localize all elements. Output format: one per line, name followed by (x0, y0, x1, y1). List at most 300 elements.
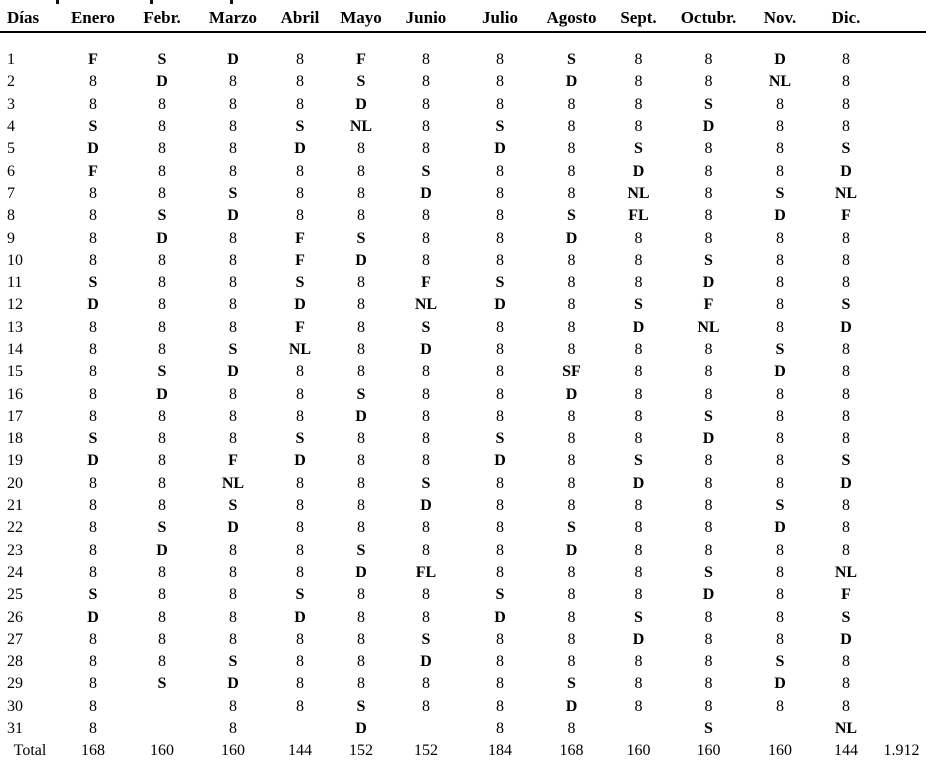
shift-cell: 8 (229, 73, 237, 91)
grand-total-cell-empty (877, 183, 926, 205)
shift-cell: 8 (229, 95, 237, 113)
day-number: 7 (7, 184, 15, 202)
shift-cell: 8 (704, 385, 713, 403)
day-number: 3 (7, 95, 15, 113)
shift-cell: D (702, 430, 715, 448)
shift-cell: 8 (422, 586, 430, 604)
shift-cell: D (840, 630, 852, 648)
month-total: 160 (626, 742, 651, 760)
shift-cell: 8 (229, 430, 237, 448)
shift-cell: D (156, 73, 168, 91)
shift-cell: 8 (704, 519, 713, 537)
shift-cell: 8 (422, 51, 430, 69)
shift-cell: 8 (704, 675, 713, 693)
shift-cell: D (632, 318, 645, 336)
shift-cell: 8 (704, 140, 713, 158)
shift-cell: D (565, 385, 578, 403)
shift-cell: SF (562, 363, 581, 381)
shift-cell: 8 (634, 430, 643, 448)
shift-cell: 8 (567, 251, 576, 269)
shift-cell: 8 (158, 118, 166, 136)
grand-total-cell-empty (877, 718, 926, 740)
month-header: Junio (390, 5, 462, 32)
shift-cell: 8 (776, 296, 784, 314)
table-row (0, 116, 926, 138)
grand-total: 1.912 (883, 742, 920, 760)
shift-cell: 8 (496, 697, 504, 715)
shift-cell: D (355, 720, 367, 738)
grand-total-cell-empty (877, 339, 926, 361)
grand-total-cell-empty (877, 495, 926, 517)
shift-cell: 8 (634, 363, 643, 381)
shift-cell: 8 (634, 497, 643, 515)
shift-cell: 8 (567, 653, 576, 671)
shift-cell: 8 (357, 341, 365, 358)
month-total: 160 (696, 742, 721, 760)
shift-cell: 8 (229, 251, 237, 269)
shift-cell: 8 (634, 251, 643, 269)
shift-cell: 8 (567, 95, 576, 113)
shift-cell: NL (627, 184, 650, 202)
shift-cell: 8 (704, 162, 713, 180)
grand-total-cell-empty (877, 517, 926, 539)
shift-cell: 8 (496, 363, 504, 381)
shift-cell: 8 (158, 341, 166, 358)
work-shift-calendar-table (0, 5, 926, 763)
shift-cell: 8 (776, 162, 784, 180)
shift-cell: 8 (496, 162, 504, 180)
shift-cell: 8 (704, 697, 713, 715)
shift-cell: 8 (422, 697, 430, 715)
shift-cell: D (702, 118, 715, 136)
grand-total-cell-empty (877, 540, 926, 562)
day-number: 26 (7, 608, 23, 626)
grand-total-cell-empty (877, 696, 926, 718)
shift-cell: 8 (357, 474, 365, 492)
shift-cell (126, 696, 198, 718)
shift-cell: S (421, 474, 431, 492)
day-number: 4 (7, 118, 15, 136)
shift-cell: D (632, 162, 645, 180)
grand-total-cell-empty (877, 406, 926, 428)
table-row (0, 317, 926, 339)
shift-cell: NL (768, 73, 792, 91)
shift-cell: 8 (229, 608, 237, 626)
shift-cell: D (565, 697, 578, 715)
shift-cell (126, 718, 198, 740)
shift-cell: S (295, 430, 305, 448)
shift-cell: 8 (422, 207, 430, 225)
table-row (0, 517, 926, 539)
table-row (0, 428, 926, 450)
day-number: 18 (7, 430, 23, 448)
grand-total-cell-empty (877, 606, 926, 628)
shift-cell: S (356, 73, 366, 91)
shift-cell: S (495, 274, 505, 292)
shift-cell: 8 (422, 608, 430, 626)
shift-cell: 8 (776, 274, 784, 292)
shift-cell: D (702, 586, 715, 604)
shift-cell: D (87, 608, 99, 626)
shift-cell: 8 (357, 519, 365, 537)
shift-cell (605, 718, 672, 740)
day-number: 8 (7, 207, 15, 225)
shift-cell: 8 (776, 318, 784, 336)
table-row (0, 272, 926, 294)
shift-cell: 8 (229, 296, 237, 314)
shift-cell: 8 (296, 474, 304, 492)
shift-cell: 8 (422, 519, 430, 537)
month-total: 168 (559, 742, 584, 760)
shift-cell: F (295, 251, 305, 269)
shift-cell: 8 (567, 318, 576, 336)
shift-cell: 8 (634, 51, 643, 69)
shift-cell: NL (697, 318, 720, 336)
shift-cell: S (841, 296, 851, 314)
shift-cell: 8 (158, 140, 166, 158)
day-number: 27 (7, 630, 23, 648)
shift-cell: 8 (229, 274, 237, 292)
month-total: 160 (221, 742, 245, 760)
month-total: 144 (288, 742, 312, 760)
shift-cell: 8 (357, 363, 365, 381)
month-header: Enero (60, 5, 126, 32)
header-row (0, 5, 926, 32)
shift-cell: 8 (357, 430, 365, 448)
shift-cell: 8 (422, 407, 430, 425)
shift-cell: D (774, 519, 786, 537)
month-header: Marzo (198, 5, 268, 32)
shift-cell: D (294, 452, 306, 470)
table-row (0, 94, 926, 116)
table-row (0, 406, 926, 428)
shift-cell: 8 (704, 541, 713, 559)
day-number: 10 (7, 251, 23, 269)
cropped-text-remnant (56, 0, 59, 4)
day-number: 14 (7, 341, 23, 358)
table-row (0, 361, 926, 383)
shift-cell: 8 (357, 497, 365, 515)
day-number: 5 (7, 140, 15, 158)
table-row (0, 294, 926, 316)
days-column-header: Días (0, 5, 60, 32)
table-row (0, 71, 926, 93)
shift-cell: 8 (357, 630, 365, 648)
grand-total-cell-empty (877, 473, 926, 495)
shift-cell: 8 (229, 697, 237, 715)
shift-cell: 8 (422, 251, 430, 269)
shift-cell: 8 (357, 452, 365, 470)
shift-cell: 8 (296, 675, 304, 693)
shift-cell: F (88, 162, 98, 180)
shift-cell: 8 (296, 73, 304, 91)
table-row (0, 495, 926, 517)
shift-cell: 8 (634, 407, 643, 425)
shift-cell: D (632, 630, 645, 648)
shift-cell: F (295, 318, 305, 336)
shift-cell: 8 (496, 73, 504, 91)
shift-cell: S (295, 274, 305, 292)
day-number: 24 (7, 563, 23, 581)
table-row (0, 540, 926, 562)
table-row (0, 629, 926, 651)
cropped-text-remnant (150, 0, 153, 4)
shift-cell: 8 (422, 363, 430, 381)
shift-cell: 8 (422, 140, 430, 158)
shift-cell: 8 (229, 118, 237, 136)
shift-cell: 8 (496, 251, 504, 269)
day-number: 2 (7, 73, 15, 91)
day-number: 22 (7, 519, 23, 537)
shift-cell: NL (221, 474, 245, 492)
shift-cell: 8 (704, 653, 713, 671)
day-number: 29 (7, 675, 23, 693)
shift-cell: 8 (776, 608, 784, 626)
shift-cell: 8 (229, 586, 237, 604)
shift-cell: D (702, 274, 715, 292)
shift-cell: 8 (89, 407, 97, 425)
shift-cell: D (87, 140, 99, 158)
shift-cell: 8 (567, 563, 576, 581)
shift-cell: S (295, 118, 305, 136)
shift-cell: S (157, 519, 167, 537)
shift-cell: 8 (567, 497, 576, 515)
shift-cell: 8 (704, 452, 713, 470)
shift-cell: F (703, 296, 714, 314)
shift-cell: 8 (634, 519, 643, 537)
shift-cell: 8 (776, 586, 784, 604)
shift-cell: S (775, 497, 785, 515)
shift-cell: D (565, 541, 578, 559)
shift-cell: S (634, 296, 643, 314)
shift-cell: 8 (296, 385, 304, 403)
grand-total-cell-empty (877, 383, 926, 405)
shift-cell: NL (414, 296, 438, 314)
shift-cell: 8 (158, 586, 166, 604)
table-row (0, 673, 926, 695)
shift-cell: D (565, 229, 578, 247)
table-row (0, 473, 926, 495)
shift-cell: S (841, 608, 851, 626)
table-row (0, 450, 926, 472)
shift-cell: 8 (496, 630, 504, 648)
shift-cell: 8 (567, 474, 576, 492)
month-total: 184 (488, 742, 512, 760)
shift-cell: 8 (357, 140, 365, 158)
shift-cell: 8 (496, 229, 504, 247)
shift-cell: 8 (704, 497, 713, 515)
day-number: 13 (7, 318, 23, 336)
shift-cell: NL (288, 341, 312, 358)
shift-cell: 8 (842, 341, 850, 358)
shift-cell: 8 (158, 430, 166, 448)
shift-cell: 8 (842, 519, 850, 537)
shift-cell: 8 (776, 229, 784, 247)
shift-cell: 8 (776, 563, 784, 581)
shift-cell: 8 (634, 229, 643, 247)
shift-cell: S (775, 341, 785, 358)
shift-cell: 8 (496, 541, 504, 559)
shift-cell: 8 (567, 274, 576, 292)
shift-cell: 8 (158, 296, 166, 314)
grand-total-cell-empty (877, 138, 926, 160)
shift-cell: F (228, 452, 238, 470)
day-number: 16 (7, 385, 23, 403)
day-number: 11 (7, 274, 23, 292)
day-number: 15 (7, 363, 23, 381)
grand-total-cell-empty (877, 651, 926, 673)
shift-cell: 8 (89, 541, 97, 559)
shift-cell: S (157, 207, 167, 225)
grand-total-cell-empty (877, 450, 926, 472)
shift-cell: 8 (704, 608, 713, 626)
shift-cell: D (156, 541, 168, 559)
shift-cell: S (421, 162, 431, 180)
shift-cell: S (356, 541, 366, 559)
shift-cell: 8 (296, 541, 304, 559)
shift-cell: 8 (567, 296, 576, 314)
grand-total-cell-empty (877, 562, 926, 584)
shift-cell: 8 (89, 318, 97, 336)
shift-cell: 8 (704, 51, 713, 69)
shift-cell: 8 (158, 251, 166, 269)
shift-cell: FL (415, 563, 437, 581)
shift-cell: 8 (229, 140, 237, 158)
day-number: 9 (7, 229, 15, 247)
shift-cell: F (88, 51, 98, 69)
shift-cell: D (632, 474, 645, 492)
shift-cell: 8 (634, 675, 643, 693)
shift-cell: 8 (89, 697, 97, 715)
table-row (0, 606, 926, 628)
month-header: Mayo (332, 5, 390, 32)
day-number: 17 (7, 407, 23, 425)
shift-cell: 8 (229, 630, 237, 648)
shift-cell: S (228, 497, 238, 515)
shift-cell: D (227, 51, 239, 69)
shift-cell: 8 (296, 697, 304, 715)
shift-cell: S (88, 586, 98, 604)
shift-cell: NL (834, 563, 858, 581)
shift-cell: 8 (567, 430, 576, 448)
shift-cell (745, 718, 815, 740)
shift-cell: 8 (842, 73, 850, 91)
shift-cell: 8 (634, 653, 643, 671)
shift-cell: D (87, 452, 99, 470)
day-number: 31 (7, 720, 23, 738)
shift-cell: D (355, 251, 367, 269)
shift-cell: 8 (296, 519, 304, 537)
shift-cell: 8 (842, 497, 850, 515)
shift-cell: 8 (158, 630, 166, 648)
day-number: 28 (7, 653, 23, 671)
shift-cell: 8 (704, 184, 713, 202)
shift-cell: S (356, 385, 366, 403)
shift-cell: FL (628, 207, 649, 225)
grand-total-cell-empty (877, 71, 926, 93)
shift-cell: 8 (496, 95, 504, 113)
shift-cell: D (227, 207, 239, 225)
table-row (0, 339, 926, 361)
shift-cell: F (841, 207, 851, 225)
shift-cell: 8 (89, 251, 97, 269)
shift-cell: S (228, 341, 238, 358)
shift-cell: D (355, 95, 367, 113)
shift-cell: 8 (776, 474, 784, 492)
shift-cell: D (294, 296, 306, 314)
shift-cell: 8 (842, 697, 850, 715)
shift-cell: 8 (296, 184, 304, 202)
shift-cell: 8 (158, 318, 166, 336)
shift-cell: 8 (634, 697, 643, 715)
shift-cell: D (156, 385, 168, 403)
shift-cell: 8 (357, 586, 365, 604)
table-row (0, 138, 926, 160)
shift-cell: D (87, 296, 99, 314)
cropped-text-remnant (230, 0, 233, 4)
shift-cell: 8 (357, 274, 365, 292)
shift-cell: S (841, 452, 851, 470)
shift-cell: 8 (634, 95, 643, 113)
shift-cell: 8 (776, 118, 784, 136)
shift-cell: 8 (158, 608, 166, 626)
shift-cell: 8 (776, 430, 784, 448)
shift-cell: 8 (89, 563, 97, 581)
month-total: 152 (414, 742, 438, 760)
table-row (0, 696, 926, 718)
shift-cell: 8 (567, 586, 576, 604)
table-row (0, 651, 926, 673)
table-row (0, 227, 926, 249)
shift-cell: D (494, 140, 506, 158)
shift-cell: 8 (567, 720, 576, 738)
table-row (0, 49, 926, 71)
shift-cell: 8 (229, 385, 237, 403)
shift-cell: 8 (296, 630, 304, 648)
shift-cell: 8 (496, 653, 504, 671)
shift-cell: D (840, 318, 852, 336)
shift-cell: 8 (422, 118, 430, 136)
shift-cell: 8 (158, 653, 166, 671)
shift-cell: 8 (842, 407, 850, 425)
shift-cell: S (567, 51, 576, 69)
shift-cell: 8 (776, 407, 784, 425)
day-number: 6 (7, 162, 15, 180)
shift-cell: 8 (422, 452, 430, 470)
shift-cell: F (295, 229, 305, 247)
shift-cell: 8 (296, 207, 304, 225)
grand-total-cell-empty (877, 317, 926, 339)
shift-cell: 8 (89, 73, 97, 91)
shift-cell: 8 (357, 162, 365, 180)
table-row (0, 718, 926, 740)
shift-cell: 8 (496, 720, 504, 738)
month-header: Julio (462, 5, 538, 32)
shift-cell: S (495, 118, 505, 136)
day-number: 1 (7, 51, 15, 69)
shift-cell: D (355, 563, 367, 581)
shift-cell: 8 (567, 140, 576, 158)
shift-cell: 8 (842, 95, 850, 113)
shift-cell: F (421, 274, 431, 292)
grand-total-cell-empty (877, 629, 926, 651)
shift-cell: NL (834, 184, 858, 202)
shift-cell (268, 718, 332, 740)
shift-cell: 8 (842, 653, 850, 671)
shift-cell: 8 (842, 229, 850, 247)
spacer-row (0, 32, 926, 49)
month-header: Abril (268, 5, 332, 32)
